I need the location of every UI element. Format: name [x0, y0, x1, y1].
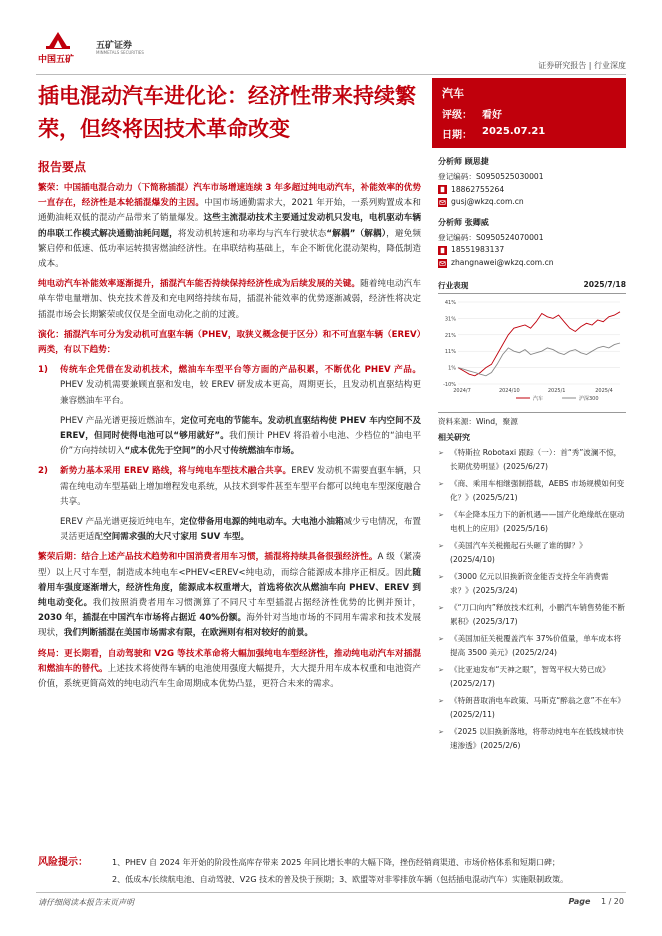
p5-highlight: 终局：更长期看，自动驾驶和 V2G 等技术革命将大幅加强纯电车型经济性，推动纯电动汽车对插混和燃油车的替代。: [38, 648, 421, 674]
section-info-box: [432, 78, 626, 148]
trend-item-2-detail: [38, 515, 421, 545]
trend-item-2-text: EREV 发动机不需要直驱车辆，只需在纯电动车型基础上增加增程发电系统，从技术到零件甚至车型平台都可以纯电车型深度融合共享。: [60, 466, 421, 507]
page-number: 1 / 20: [600, 897, 624, 906]
rating-value: 看好: [482, 110, 502, 121]
y-tick-label: 1%: [448, 365, 456, 372]
trend-item-1-detail-d: “成本优先于空间”的小尺寸传统燃油车市场。: [124, 446, 300, 457]
related-item-title[interactable]: 《“刀口向内”释放技术红利，小鹏汽车销售势能不断累积》(2025/3/17): [450, 602, 625, 627]
trend-item-2-detail-b: 定位带备用电源的纯电动车。大电池小油箱: [180, 517, 344, 528]
p1-bold: 这些主流混动技术主要通过发动机只发电，电机驱动车辆的串联工作模式解决通勤油耗问题，: [38, 213, 421, 239]
y-tick-label: 41%: [444, 299, 456, 306]
related-item[interactable]: [438, 477, 626, 506]
x-tick-label: 2025/4: [595, 387, 613, 394]
footer-divider: [36, 892, 626, 893]
analyst-2-phone-row: [438, 244, 626, 257]
emblem-icon: [46, 30, 70, 50]
related-item-title[interactable]: 《3000 亿元以旧换新资金能否支持全年消费需求？》(2025/3/24): [450, 571, 609, 596]
arrow-icon: ➢: [438, 448, 444, 457]
p1-text-3: ，避免频繁启停和低速、低功率运转损害燃油经济性。在串联结构基础上，车企不断优化混动架构，降低制造成本。: [38, 228, 421, 270]
analyst-1-reg-text: 登记编码：S0950525030001: [438, 172, 544, 181]
y-tick-label: 11%: [444, 348, 456, 355]
analyst-1-email-row: [438, 196, 626, 209]
analyst-2-phone: 18551983137: [451, 245, 505, 255]
p1-highlight: 繁荣：中国插电混合动力（下简称插混）汽车市场增速连续 3 年多超过纯电动汽车，补能效率的优势一直存在，经济性是本轮插混爆发的主因。: [38, 183, 421, 209]
email-icon: [438, 198, 447, 207]
related-item[interactable]: [438, 446, 626, 475]
p3-highlight: 演化：插混汽车可分为发动机可直驱车辆（PHEV，取狭义概念便于区分）和不可直驱车辆（EREV）两类，有以下趋势：: [38, 329, 421, 356]
legend-label: 沪深300: [579, 395, 599, 402]
p1-text-2: 将发动机转速和功率均与汽车行驶状态: [177, 228, 327, 239]
trend-item-1: [38, 363, 421, 409]
page-indicator: [568, 897, 624, 906]
analyst-2-reg: [438, 232, 626, 245]
brand-name: 五矿证券: [96, 41, 133, 51]
trend-item-2: [38, 464, 421, 510]
trend-item-1-number: 1): [38, 365, 48, 376]
performance-heading: 行业表现: [438, 280, 469, 290]
related-item-title[interactable]: 《商、乘用车相继强制搭载，AEBS 市场规模如何变化？》(2025/5/21): [450, 478, 625, 503]
chart-source: 资料来源：Wind，聚源: [438, 412, 626, 427]
related-item-title[interactable]: 《2025 以旧换新落地，将带动纯电车在低线城市快速渗透》(2025/2/6): [450, 726, 624, 751]
performance-date: 2025/7/18: [583, 279, 626, 289]
summary-paragraph-2: [38, 277, 421, 323]
summary-paragraph-5: [38, 647, 421, 693]
arrow-icon: ➢: [438, 541, 444, 550]
trend-item-2-detail-c: 减少亏电情况，布置灵活更适配: [60, 517, 421, 543]
arrow-icon: ➢: [438, 572, 444, 581]
analyst-1: [438, 156, 626, 209]
date-value: 2025.07.21: [482, 126, 546, 137]
p4-bold: 随着用车强度逐渐增大，经济性角度，能源成本权重增大，首选将依次从燃油车向 PHEV、EREV 到纯电动变化。: [38, 567, 421, 609]
summary-paragraph-1: [38, 181, 421, 272]
header-divider: [36, 74, 626, 75]
p4-bold-3: 我们判断插混在美国市场需求有限，在欧洲则有相对较好的前景。: [63, 628, 314, 639]
p4-highlight: 繁荣后期：结合上述产品技术趋势和中国消费者用车习惯，插混将持续具备很强经济性。: [38, 552, 378, 563]
p4-text-2: 我们按照消费者用车习惯测算了不同尺寸车型插混占据经济性优势的比例并预计，: [92, 598, 421, 609]
trend-item-2-detail-d: 空间需求强的大尺寸家用 SUV 车型。: [102, 532, 250, 543]
summary-column: [38, 158, 421, 697]
phone-icon: [438, 246, 447, 255]
trend-item-1-text: PHEV 发动机需要兼顾直驱和发电，较 EREV 研发成本更高，周期更长，且发动机直驱结构更兼容燃油车平台。: [60, 380, 421, 406]
trend-item-1-detail-c: 我们预计 PHEV 将沿着小电池、少档位的“油电平价”方向持续切入: [60, 431, 421, 457]
related-item[interactable]: [438, 663, 626, 692]
performance-chart: [438, 296, 626, 406]
trend-item-2-highlight: 新势力基本采用 EREV 路线，将与纯电车型技术融合共享。: [60, 466, 292, 477]
related-item[interactable]: [438, 570, 626, 599]
related-item[interactable]: [438, 601, 626, 630]
arrow-icon: ➢: [438, 634, 444, 643]
related-item[interactable]: [438, 725, 626, 754]
p2-text: 随着纯电动汽车单车带电量增加、快充技术普及和充电网络持续布局，插混补能效率的优势逐渐减弱，经济性将决定插混市场会长期繁荣或仅仅是全面电动化之前的过渡。: [38, 279, 421, 320]
related-heading: 相关研究: [438, 432, 470, 442]
related-item[interactable]: [438, 539, 626, 568]
legend-label: 汽车: [533, 395, 544, 402]
arrow-icon: ➢: [438, 510, 444, 519]
page-label: Page: [568, 897, 591, 906]
risk-line-1: 1、PHEV 自 2024 年开始的阶段性高库存带来 2025 年同比增长率的大幅下降，挫伤经销商渠道、市场价格体系和短期口碑；: [112, 858, 560, 867]
summary-paragraph-3: [38, 328, 421, 358]
y-tick-label: -10%: [443, 381, 456, 388]
analyst-1-phone: 18862755264: [451, 184, 505, 194]
summary-heading: 报告要点: [38, 160, 87, 174]
brand-subtitle: MINMETALS SECURITIES: [96, 50, 144, 55]
related-item-title[interactable]: 《车企降本压力下的新机遇——国产化绝缘纸在驱动电机上的应用》(2025/5/16): [450, 509, 625, 534]
risk-line-2: 2、低成本/长续航电池、自动驾驶、V2G 技术的普及快于预期；3、欧盟等对非零排放车辆（包括插电混动汽车）实施限制政策。: [112, 875, 569, 884]
date-row: [442, 126, 546, 141]
analyst-1-phone-row: [438, 184, 626, 197]
phone-icon: [438, 185, 447, 194]
arrow-icon: ➢: [438, 665, 444, 674]
related-item[interactable]: [438, 694, 626, 723]
related-item-title[interactable]: 《比亚迪发布“天神之眼”，智驾平权大势已成》(2025/2/17): [450, 664, 610, 689]
x-tick-label: 2025/1: [547, 387, 566, 394]
sector-name: 汽车: [442, 87, 464, 100]
analyst-2-name: 分析师 张卿威: [438, 217, 489, 227]
analyst-1-name: 分析师 顾思捷: [438, 157, 489, 166]
related-item[interactable]: [438, 508, 626, 537]
analyst-2-reg-text: 登记编码：S0950524070001: [438, 232, 544, 242]
related-item-title[interactable]: 《美国汽车关税搬起石头砸了谁的脚？》(2025/4/10): [450, 540, 587, 565]
logo-text: 中国五矿: [38, 55, 75, 65]
report-title: 插电混动汽车进化论：经济性带来持续繁荣，但终将因技术革命改变: [38, 84, 416, 141]
arrow-icon: ➢: [438, 603, 444, 612]
trend-item-1-detail-b: 定位可充电的节能车。发动机直驱结构使 PHEV 车内空间不及 EREV，但同时使得电池可以“够用就好”。: [60, 415, 422, 442]
related-item-title[interactable]: 《特朗普取消电车政策、马斯克“醉翁之意”不在车》(2025/2/11): [450, 695, 625, 720]
x-tick-label: 2024/7: [453, 387, 471, 394]
risk-notice: [38, 854, 628, 888]
trend-item-2-number: 2): [38, 466, 48, 477]
related-item-title[interactable]: 《美国加征关税覆盖汽车 37%价值量，单车成本将提高 3500 美元》(2025/2/24): [450, 633, 622, 658]
p4-bold-2: 2030 年，插混在中国汽车市场将占据近 40%份额。: [38, 613, 247, 624]
p2-highlight: 纯电动汽车补能效率逐渐提升，插混汽车能否持续保持经济性成为后续发展的关键。: [38, 279, 361, 290]
performance-header: [438, 280, 626, 294]
risk-label: 风险提示：: [38, 857, 88, 868]
trend-item-2-detail-a: EREV 产品光谱更接近纯电车，: [60, 517, 181, 528]
summary-paragraph-4: [38, 550, 421, 641]
footer-disclaimer: 请仔细阅读本报告末页声明: [38, 898, 134, 907]
analyst-2-email-row: [438, 257, 626, 270]
arrow-icon: ➢: [438, 727, 444, 736]
y-tick-label: 21%: [444, 332, 456, 339]
rating-label: 评级：: [442, 110, 472, 121]
analyst-1-reg: [438, 171, 626, 184]
company-logo: [38, 30, 158, 68]
email-icon: [438, 259, 447, 268]
analyst-2-email[interactable]: zhangnawei@wkzq.com.cn: [451, 257, 554, 267]
arrow-icon: ➢: [438, 696, 444, 705]
analyst-1-email[interactable]: gusj@wkzq.com.cn: [451, 197, 524, 207]
p1-text: 中国市场通勤需求大，2021 年开始，一系列购置成本和通勤油耗双低的混动产品带来了销量爆发。: [38, 198, 421, 224]
report-type-tag: 证券研究报告 | 行业深度: [538, 61, 626, 70]
trend-item-1-detail-a: PHEV 产品光谱更接近燃油车，: [60, 415, 182, 426]
rating-row: [442, 106, 502, 121]
x-tick-label: 2024/10: [498, 387, 520, 394]
p1-bold-2: “解耦”（解耦）: [326, 228, 387, 239]
p4-text: A 级（紧凑型）以上尺寸车型，制造成本纯电车<PHEV<EREV<纯电动，而综合能源成本排序正相反。因此: [38, 552, 421, 578]
p5-text: 上述技术将使得车辆的电池使用强度大幅提升，大大提升用车成本权重和电池资产价值，系统更简高效的纯电动汽车生命周期成本优势凸显，更符合未来的需求。: [38, 663, 421, 690]
related-item-title[interactable]: 《特斯拉 Robotaxi 跟踪（一）：首“秀”波澜不惊，长期优势明显》(2025/6/27): [450, 447, 622, 472]
arrow-icon: ➢: [438, 479, 444, 488]
series-line: [458, 311, 620, 375]
p4-text-3: 海外针对当地市场的不同用车需求和技术发展现状，: [38, 613, 421, 639]
trend-item-1-detail: [38, 414, 421, 460]
trend-item-1-highlight: 传统车企凭借在发动机技术，燃油车车型平台等方面的产品积累，不断优化 PHEV 产品。: [60, 365, 421, 376]
y-tick-label: 31%: [444, 315, 456, 322]
analyst-2: [438, 217, 626, 270]
sidebar-column: [438, 156, 626, 756]
related-item[interactable]: [438, 632, 626, 661]
related-list: [438, 446, 626, 754]
date-label: 日期：: [442, 130, 472, 141]
